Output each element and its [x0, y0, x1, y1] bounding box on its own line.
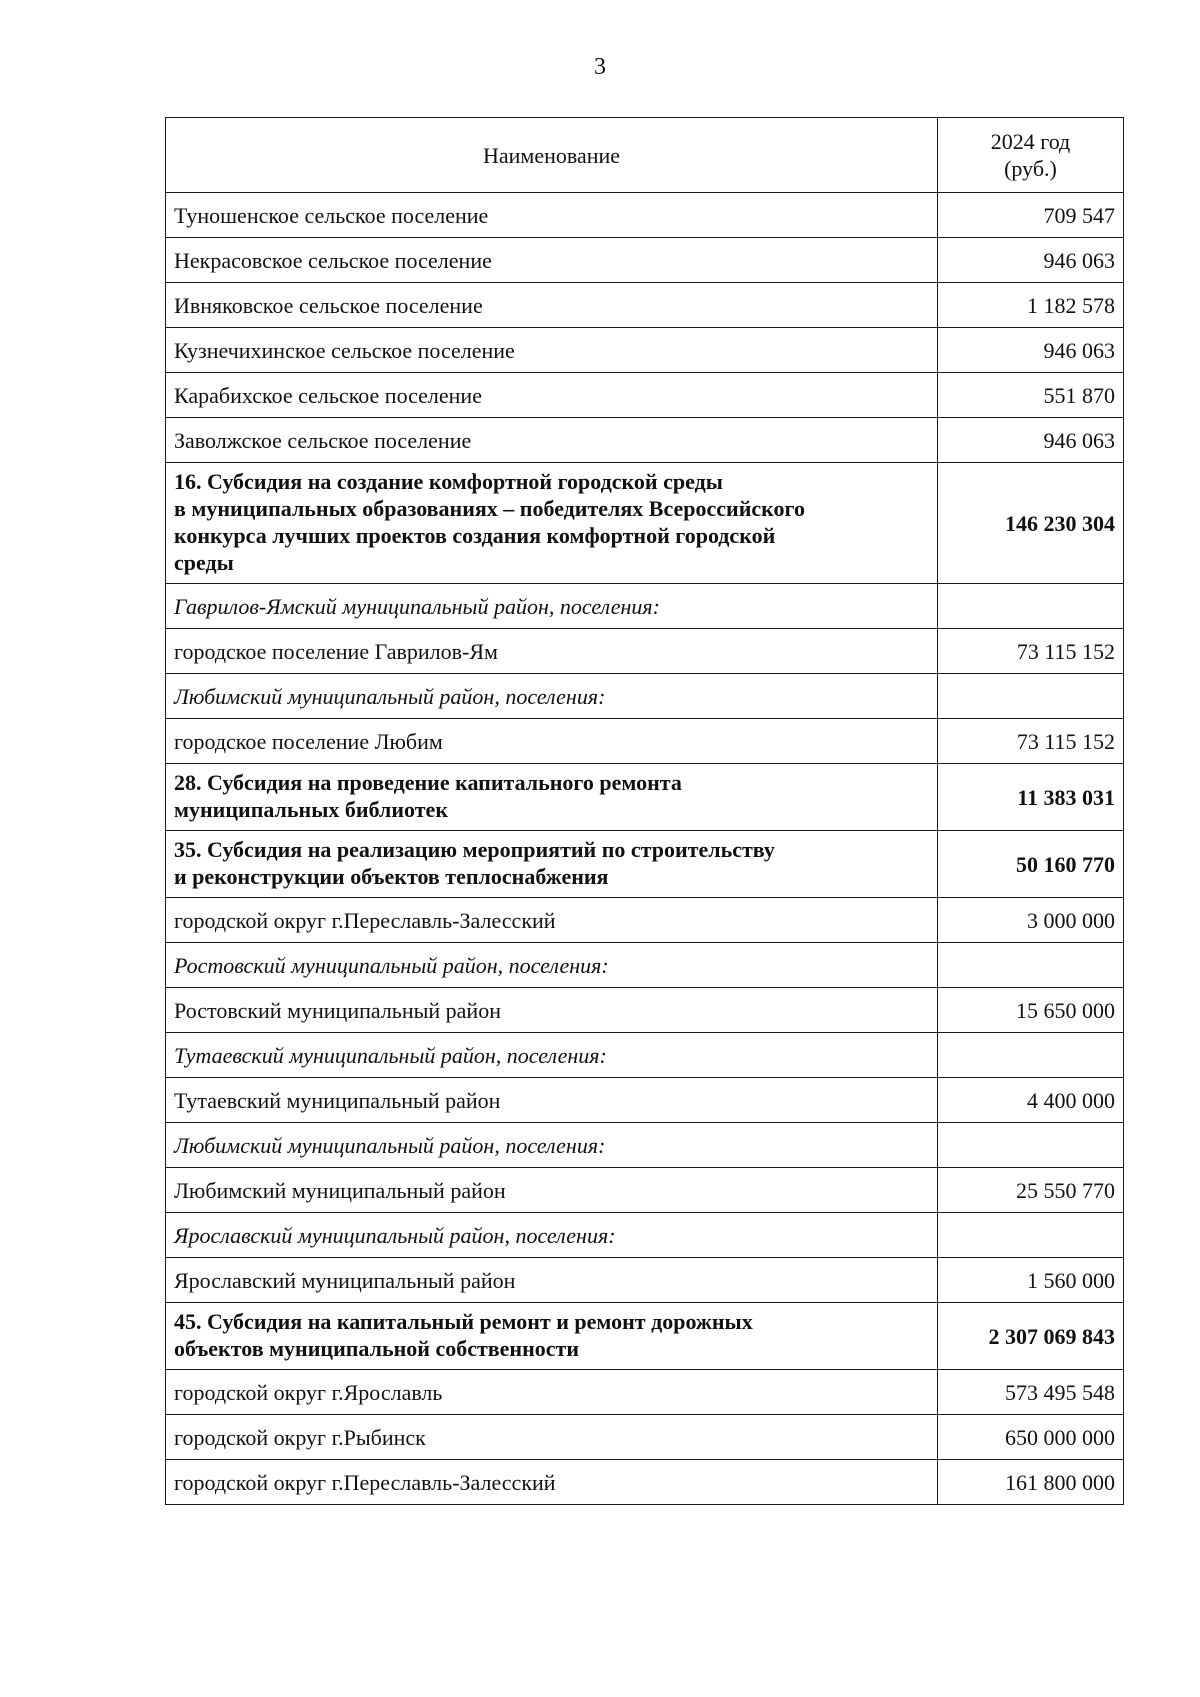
row-name: Гаврилов-Ямский муниципальный район, поселения: [166, 584, 938, 629]
table-row [166, 1460, 1124, 1505]
district-group-row [166, 1213, 1124, 1258]
row-name [166, 1303, 938, 1370]
row-amount: 650 000 000 [938, 1415, 1124, 1460]
row-name: Любимский муниципальный район, поселения: [166, 1123, 938, 1168]
column-header-name: Наименование [166, 118, 938, 193]
row-name [166, 831, 938, 898]
row-amount: 1 560 000 [938, 1258, 1124, 1303]
row-name: Некрасовское сельское поселение [166, 238, 938, 283]
row-amount: 946 063 [938, 238, 1124, 283]
row-name-line: муниципальных библиотек [174, 797, 448, 822]
district-group-row [166, 943, 1124, 988]
row-name: городской округ г.Рыбинск [166, 1415, 938, 1460]
row-name-line: и реконструкции объектов теплоснабжения [174, 864, 609, 889]
row-amount: 1 182 578 [938, 283, 1124, 328]
row-amount [938, 1123, 1124, 1168]
row-amount: 4 400 000 [938, 1078, 1124, 1123]
page-number: 3 [594, 54, 606, 80]
row-amount [938, 584, 1124, 629]
row-amount: 11 383 031 [938, 764, 1124, 831]
row-amount: 15 650 000 [938, 988, 1124, 1033]
row-name: Карабихское сельское поселение [166, 373, 938, 418]
row-name-line: 28. Субсидия на проведение капитального ремонта [174, 770, 682, 795]
row-amount [938, 943, 1124, 988]
district-group-row [166, 584, 1124, 629]
row-amount [938, 1213, 1124, 1258]
row-amount [938, 674, 1124, 719]
table-row [166, 988, 1124, 1033]
row-name: Заволжское сельское поселение [166, 418, 938, 463]
table-row [166, 629, 1124, 674]
table-row [166, 328, 1124, 373]
row-name: Любимский муниципальный район [166, 1168, 938, 1213]
table-row [166, 898, 1124, 943]
row-name [166, 764, 938, 831]
row-amount: 946 063 [938, 418, 1124, 463]
row-name: Кузнечихинское сельское поселение [166, 328, 938, 373]
row-name-line: 16. Субсидия на создание комфортной городской среды [174, 469, 723, 494]
row-name [166, 463, 938, 584]
table-row [166, 1415, 1124, 1460]
row-name: городской округ г.Переславль-Залесский [166, 1460, 938, 1505]
row-amount: 573 495 548 [938, 1370, 1124, 1415]
district-group-row [166, 1033, 1124, 1078]
row-amount: 146 230 304 [938, 463, 1124, 584]
table-header-row [166, 118, 1124, 193]
row-amount: 73 115 152 [938, 629, 1124, 674]
subsidy-section-row [166, 463, 1124, 584]
row-amount: 73 115 152 [938, 719, 1124, 764]
column-header-year-line2: (руб.) [1004, 156, 1057, 181]
row-name: Ярославский муниципальный район, поселения: [166, 1213, 938, 1258]
row-amount: 709 547 [938, 193, 1124, 238]
row-amount [938, 1033, 1124, 1078]
row-amount: 25 550 770 [938, 1168, 1124, 1213]
table-row [166, 238, 1124, 283]
table-row [166, 373, 1124, 418]
row-name: Ростовский муниципальный район, поселения: [166, 943, 938, 988]
table-row [166, 1078, 1124, 1123]
row-name: городской округ г.Ярославль [166, 1370, 938, 1415]
row-name: Любимский муниципальный район, поселения: [166, 674, 938, 719]
row-amount: 946 063 [938, 328, 1124, 373]
subsidy-section-row [166, 1303, 1124, 1370]
row-name-line: 35. Субсидия на реализацию мероприятий по строительству [174, 837, 775, 862]
subsidy-section-row [166, 831, 1124, 898]
row-name: Тутаевский муниципальный район [166, 1078, 938, 1123]
row-name: Туношенское сельское поселение [166, 193, 938, 238]
row-amount: 551 870 [938, 373, 1124, 418]
row-name: городское поселение Гаврилов-Ям [166, 629, 938, 674]
column-header-year-line1: 2024 год [990, 129, 1071, 154]
table-row [166, 719, 1124, 764]
row-amount: 50 160 770 [938, 831, 1124, 898]
table-row [166, 1370, 1124, 1415]
row-amount: 161 800 000 [938, 1460, 1124, 1505]
table-row [166, 418, 1124, 463]
table-row [166, 1168, 1124, 1213]
row-name-line: конкурса лучших проектов создания комфортной городской [174, 523, 776, 548]
row-amount: 3 000 000 [938, 898, 1124, 943]
row-amount: 2 307 069 843 [938, 1303, 1124, 1370]
row-name: Ярославский муниципальный район [166, 1258, 938, 1303]
row-name-line: 45. Субсидия на капитальный ремонт и ремонт дорожных [174, 1309, 753, 1334]
row-name-line: объектов муниципальной собственности [174, 1336, 580, 1361]
district-group-row [166, 674, 1124, 719]
row-name: Тутаевский муниципальный район, поселения: [166, 1033, 938, 1078]
row-name-line: в муниципальных образованиях – победителях Всероссийского [174, 496, 805, 521]
row-name: городское поселение Любим [166, 719, 938, 764]
table-body [166, 193, 1124, 1505]
table-row [166, 1258, 1124, 1303]
district-group-row [166, 1123, 1124, 1168]
row-name: Ростовский муниципальный район [166, 988, 938, 1033]
subsidy-section-row [166, 764, 1124, 831]
table-row [166, 283, 1124, 328]
row-name: Ивняковское сельское поселение [166, 283, 938, 328]
row-name-line: среды [174, 550, 234, 575]
table-row [166, 193, 1124, 238]
row-name: городской округ г.Переславль-Залесский [166, 898, 938, 943]
subsidy-table [165, 117, 1124, 1505]
column-header-year [938, 118, 1124, 193]
